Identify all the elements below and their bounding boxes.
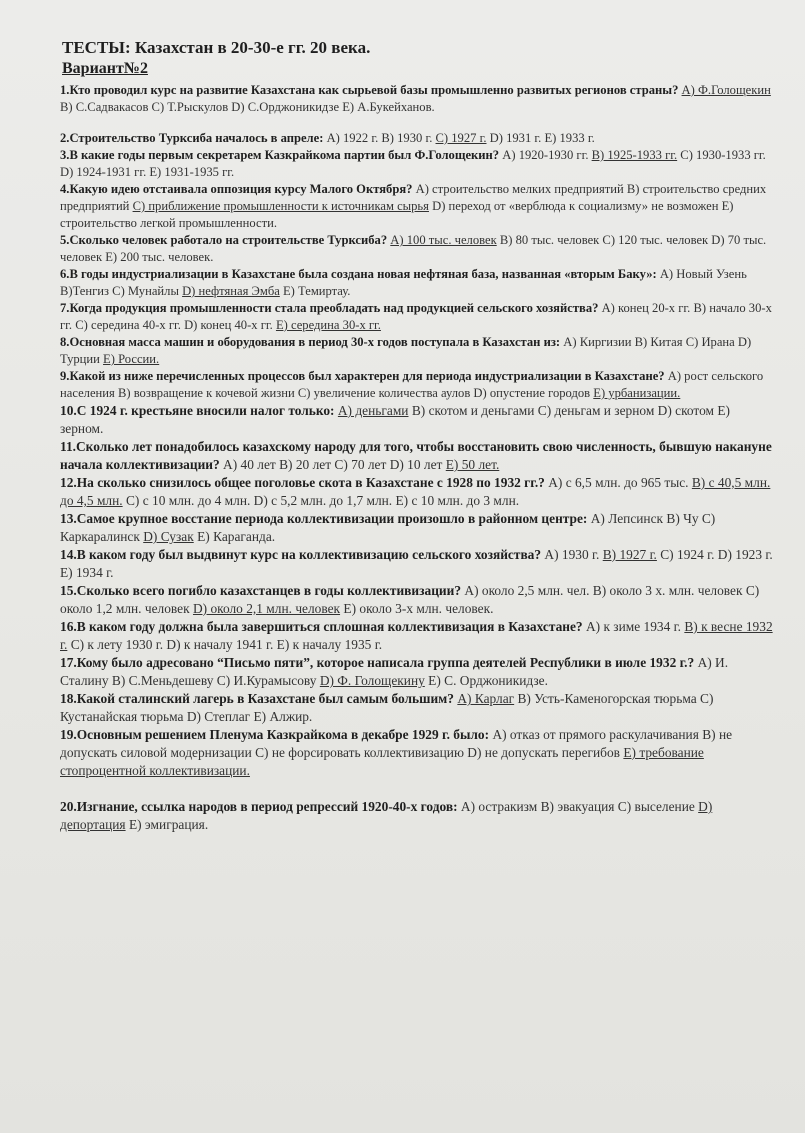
correct-answer: B) к весне 1932 г.: [60, 619, 773, 652]
question-text: 4.Какую идею отстаивала оппозиция курсу Малого Октября?: [60, 182, 413, 196]
correct-answer: A) деньгами: [337, 403, 409, 418]
question-item: [60, 368, 775, 402]
question-item: [60, 510, 775, 546]
correct-answer: E) требование стопроцентной коллективизации.: [60, 745, 704, 778]
question-item: [60, 82, 775, 116]
options-before-answer: A) И. Сталину B) С.Меньдешеву C) И.Курамысову: [60, 655, 729, 688]
question-item: [60, 654, 775, 690]
options-before-answer: A) около 2,5 млн. чел. B) около 3 х. млн. человек C) около 1,2 млн. человек: [60, 583, 760, 616]
question-item: [60, 147, 775, 181]
question-item: [60, 726, 775, 780]
correct-answer: D) около 2,1 млн. человек: [192, 601, 341, 616]
options-before-answer: A) 1920-1930 гг.: [499, 148, 592, 162]
options-after-answer: B) Усть-Каменогорская тюрьма C) Кустанайская тюрьма D) Степлаг E) Алжир.: [60, 691, 714, 724]
options-before-answer: A) Лепсинск B) Чу C) Каркаралинск: [60, 511, 716, 544]
question-text: 12.На сколько снизилось общее поголовье скота в Казахстане с 1928 по 1932 гг.?: [60, 475, 545, 490]
options-after-answer: B) С.Садвакасов C) Т.Рыскулов D) С.Орджоникидзе E) А.Букейханов.: [60, 100, 435, 114]
question-text: 17.Кому было адресовано “Письмо пяти”, которое написала группа деятелей Республики в июле 1932 г.?: [60, 655, 695, 670]
options-after-answer: C) к лету 1930 г. D) к началу 1941 г. E) к началу 1935 г.: [67, 637, 383, 652]
options-before-answer: A) с 6,5 млн. до 965 тыс.: [544, 475, 692, 490]
question-item: [60, 546, 775, 582]
correct-answer: D) нефтяная Эмба: [182, 284, 280, 298]
options-after-answer: C) 1930-1933 гг. D) 1924-1931 гг. E) 1931-1935 гг.: [60, 148, 766, 179]
correct-answer: E) 50 лет.: [445, 457, 500, 472]
question-text: 13.Самое крупное восстание периода коллективизации произошло в районном центре:: [60, 511, 588, 526]
options-before-answer: A) Новый Узень B)Тенгиз C) Мунайлы: [60, 267, 747, 298]
question-item: [60, 438, 775, 474]
options-after-answer: E) около 3-х млн. человек.: [340, 601, 494, 616]
question-text: 8.Основная масса машин и оборудования в период 30-х годов поступала в Казахстан из:: [60, 335, 561, 349]
question-text: 11.Сколько лет понадобилось казахскому народу для того, чтобы восстановить свою численность, бывшую накануне начала коллективизации?: [60, 439, 772, 472]
correct-answer: E) середина 30-х гг.: [275, 318, 381, 332]
options-before-answer: A) конец 20-х гг. B) начало 30-х гг. C) середина 40-х гг. D) конец 40-х гг.: [60, 301, 772, 332]
question-item: [60, 582, 775, 618]
question-item: [60, 798, 775, 834]
correct-answer: E) урбанизации.: [593, 386, 681, 400]
options-after-answer: E) Караганда.: [193, 529, 276, 544]
options-after-answer: E) С. Орджоникидзе.: [424, 673, 548, 688]
options-after-answer: C) с 10 млн. до 4 млн. D) с 5,2 млн. до 1,7 млн. E) с 10 млн. до 3 млн.: [122, 493, 520, 508]
options-after-answer: E) Темиртау.: [279, 284, 351, 298]
question-list: [50, 82, 775, 834]
question-text: 2.Строительство Турксиба началось в апреле:: [60, 131, 324, 145]
question-item: [60, 618, 775, 654]
correct-answer: C) приближение промышленности к источникам сырья: [132, 199, 429, 213]
question-item: [60, 690, 775, 726]
question-text: 19.Основным решением Пленума Казкрайкома в декабре 1929 г. было:: [60, 727, 490, 742]
options-before-answer: A) строительство мелких предприятий B) строительство средних предприятий: [60, 182, 767, 213]
question-item: [60, 130, 775, 147]
correct-answer: A) Ф.Голощекин: [681, 83, 771, 97]
correct-answer: D) Ф. Голощекину: [319, 673, 425, 688]
question-item: [60, 181, 775, 232]
options-before-answer: A) 40 лет B) 20 лет C) 70 лет D) 10 лет: [219, 457, 446, 472]
question-item: [60, 334, 775, 368]
question-text: 15.Сколько всего погибло казахстанцев в годы коллективизации?: [60, 583, 462, 598]
question-text: 18.Какой сталинский лагерь в Казахстане был самым большим?: [60, 691, 454, 706]
options-before-answer: A) 1930 г.: [541, 547, 603, 562]
correct-answer: E) России.: [103, 352, 160, 366]
question-text: 1.Кто проводил курс на развитие Казахстана как сырьевой базы промышленно развитых регионов страны?: [60, 83, 679, 97]
correct-answer: B) 1927 г.: [602, 547, 657, 562]
question-text: 20.Изгнание, ссылка народов в период репрессий 1920-40-х годов:: [60, 799, 458, 814]
options-after-answer: D) 1931 г. E) 1933 г.: [486, 131, 595, 145]
correct-answer: A) Карлаг: [457, 691, 515, 706]
options-before-answer: A) остракизм B) эвакуация C) выселение: [457, 799, 699, 814]
correct-answer: D) депортация: [60, 799, 713, 832]
question-text: 9.Какой из ниже перечисленных процессов был характерен для периода индустриализации в Казахстане?: [60, 369, 665, 383]
question-text: 10.С 1924 г. крестьяне вносили налог только:: [60, 403, 335, 418]
options-after-answer: E) эмиграция.: [125, 817, 209, 832]
question-text: 14.В каком году был выдвинут курс на коллективизацию сельского хозяйства?: [60, 547, 542, 562]
correct-answer: A) 100 тыс. человек: [390, 233, 497, 247]
question-text: 16.В каком году должна была завершиться сплошная коллективизация в Казахстане?: [60, 619, 583, 634]
options-after-answer: B) скотом и деньгами C) деньгам и зерном D) скотом E) зерном.: [60, 403, 730, 436]
correct-answer: C) 1927 г.: [435, 131, 487, 145]
question-item: [60, 474, 775, 510]
correct-answer: B) с 40,5 млн. до 4,5 млн.: [60, 475, 771, 508]
options-before-answer: A) 1922 г. B) 1930 г.: [323, 131, 436, 145]
options-before-answer: A) к зиме 1934 г.: [582, 619, 685, 634]
options-before-answer: A) Киргизии B) Китая C) Ирана D) Турции: [60, 335, 752, 366]
question-item: [60, 266, 775, 300]
correct-answer: D) Сузак: [143, 529, 194, 544]
options-after-answer: D) переход от «верблюда к социализму» не возможен E) строительство легкой промышленности.: [60, 199, 734, 230]
question-text: 7.Когда продукция промышленности стала преобладать над продукцией сельского хозяйства?: [60, 301, 599, 315]
options-after-answer: C) 1924 г. D) 1923 г. E) 1934 г.: [60, 547, 773, 580]
question-text: 6.В годы индустриализации в Казахстане была создана новая нефтяная база, названная «вторым Баку»:: [60, 267, 657, 281]
question-item: [60, 402, 775, 438]
question-text: 3.В какие годы первым секретарем Казкрайкома партии был Ф.Голощекин?: [60, 148, 500, 162]
page-title: ТЕСТЫ: Казахстан в 20-30-е гг. 20 века.: [62, 38, 371, 57]
options-before-answer: A) отказ от прямого раскулачивания B) не допускать силовой модернизации C) не форсировать коллективизацию D) не допускать перегибов: [60, 727, 733, 760]
options-before-answer: A) рост сельского населения B) возвращение к кочевой жизни C) увеличение количества аулов D) опустение городов: [60, 369, 764, 400]
correct-answer: B) 1925-1933 гг.: [591, 148, 678, 162]
options-after-answer: B) 80 тыс. человек C) 120 тыс. человек D) 70 тыс. человек E) 200 тыс. человек.: [60, 233, 767, 264]
question-text: 5.Сколько человек работало на строительстве Турксиба?: [60, 233, 388, 247]
variant-label: Вариант№2: [62, 60, 148, 77]
question-item: [60, 232, 775, 266]
question-item: [60, 300, 775, 334]
